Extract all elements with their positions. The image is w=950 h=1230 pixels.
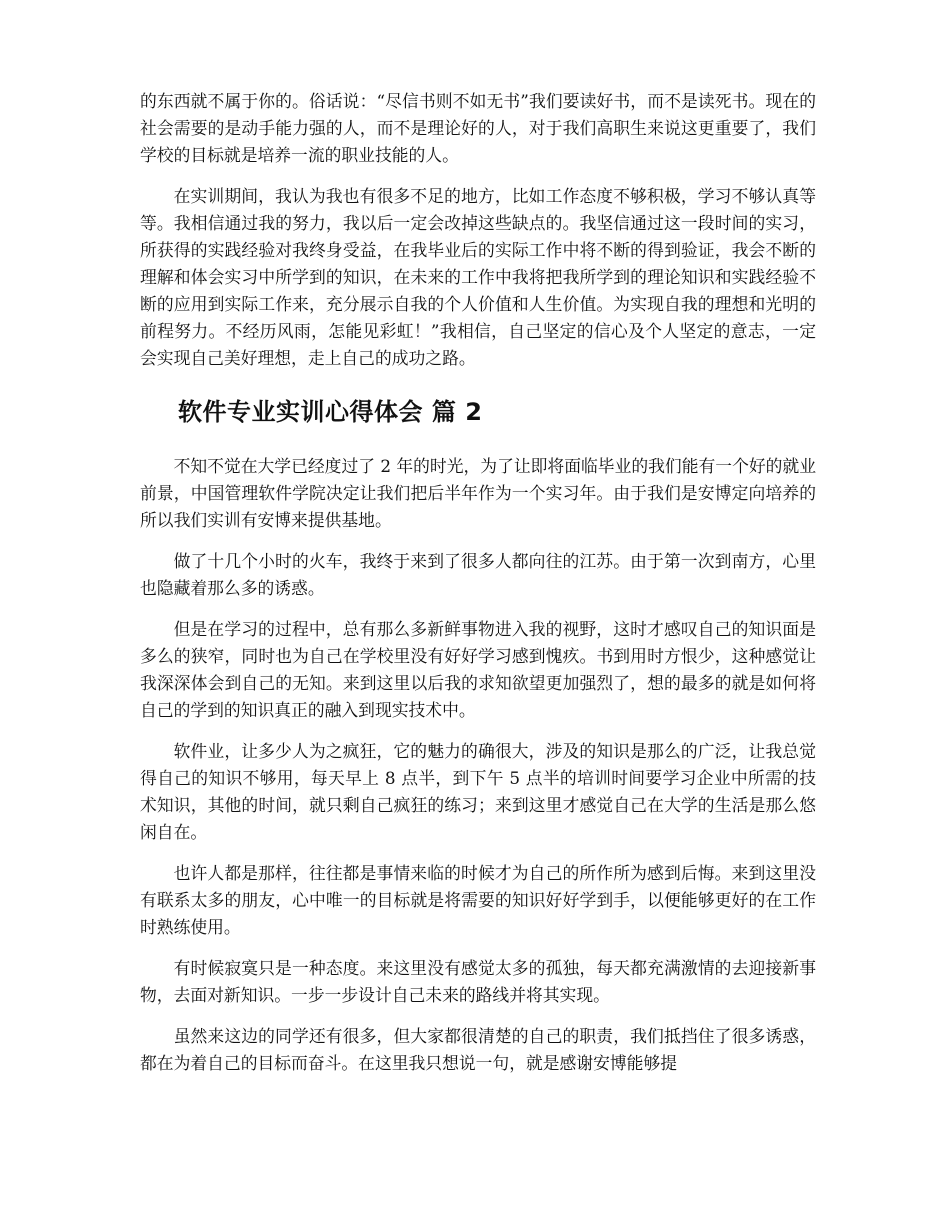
- paragraph: 不知不觉在大学已经度过了 2 年的时光，为了让即将面临毕业的我们能有一个好的就业前景，中国管理软件学院决定让我们把后半年作为一个实习年。由于我们是安博定向培养的所以我们实训有安博来提供基地。: [140, 456, 816, 530]
- paragraph: 在实训期间，我认为我也有很多不足的地方，比如工作态度不够积极，学习不够认真等等。我相信通过我的努力，我以后一定会改掉这些缺点的。我坚信通过这一段时间的实习，所获得的实践经验对我终身受益，在我毕业后的实际工作中将不断的得到验证，我会不断的理解和体会实习中所学到的知识，在未来的工作中我将把我所学到的理论知识和实践经验不断的应用到实际工作来，充分展示自我的个人价值和人生价值。为实现自我的理想和光明的前程努力。不经历风雨，怎能见彩虹！”我相信，自己坚定的信心及个人坚定的意志，一定会实现自己美好理想，走上自己的成功之路。: [140, 186, 816, 368]
- document-page: [140, 88, 816, 1091]
- paragraph: 有时候寂寞只是一种态度。来这里没有感觉太多的孤独，每天都充满激情的去迎接新事物，去面对新知识。一步一步设计自己未来的路线并将其实现。: [140, 958, 816, 1005]
- paragraph: 做了十几个小时的火车，我终于来到了很多人都向往的江苏。由于第一次到南方，心里也隐藏着那么多的诱惑。: [140, 551, 816, 598]
- paragraph: 也许人都是那样，往往都是事情来临的时候才为自己的所作所为感到后悔。来到这里没有联系太多的朋友，心中唯一的目标就是将需要的知识好好学到手，以便能够更好的在工作时熟练使用。: [140, 863, 816, 937]
- section-title: 软件专业实训心得体会 篇 2: [178, 398, 483, 426]
- paragraph: 虽然来这边的同学还有很多，但大家都很清楚的自己的职责，我们抵挡住了很多诱惑，都在为着自己的目标而奋斗。在这里我只想说一句，就是感谢安博能够提: [140, 1026, 816, 1073]
- paragraph: 但是在学习的过程中，总有那么多新鲜事物进入我的视野，这时才感叹自己的知识面是多么的狭窄，同时也为自己在学校里没有好好学习感到愧疚。书到用时方恨少，这种感觉让我深深体会到自己的无知。来到这里以后我的求知欲望更加强烈了，想的最多的就是如何将自己的学到的知识真正的融入到现实技术中。: [140, 619, 816, 720]
- paragraph: 软件业，让多少人为之疯狂，它的魅力的确很大，涉及的知识是那么的广泛，让我总觉得自己的知识不够用，每天早上 8 点半，到下午 5 点半的培训时间要学习企业中所需的技术知识，其他的时间，就只剩自己疯狂的练习；来到这里才感觉自己在大学的生活是那么悠闲自在。: [140, 741, 816, 842]
- paragraph-continued: 的东西就不属于你的。俗话说：“尽信书则不如无书”我们要读好书，而不是读死书。现在的社会需要的是动手能力强的人，而不是理论好的人，对于我们高职生来说这更重要了，我们学校的目标就是培养一流的职业技能的人。: [140, 91, 816, 165]
